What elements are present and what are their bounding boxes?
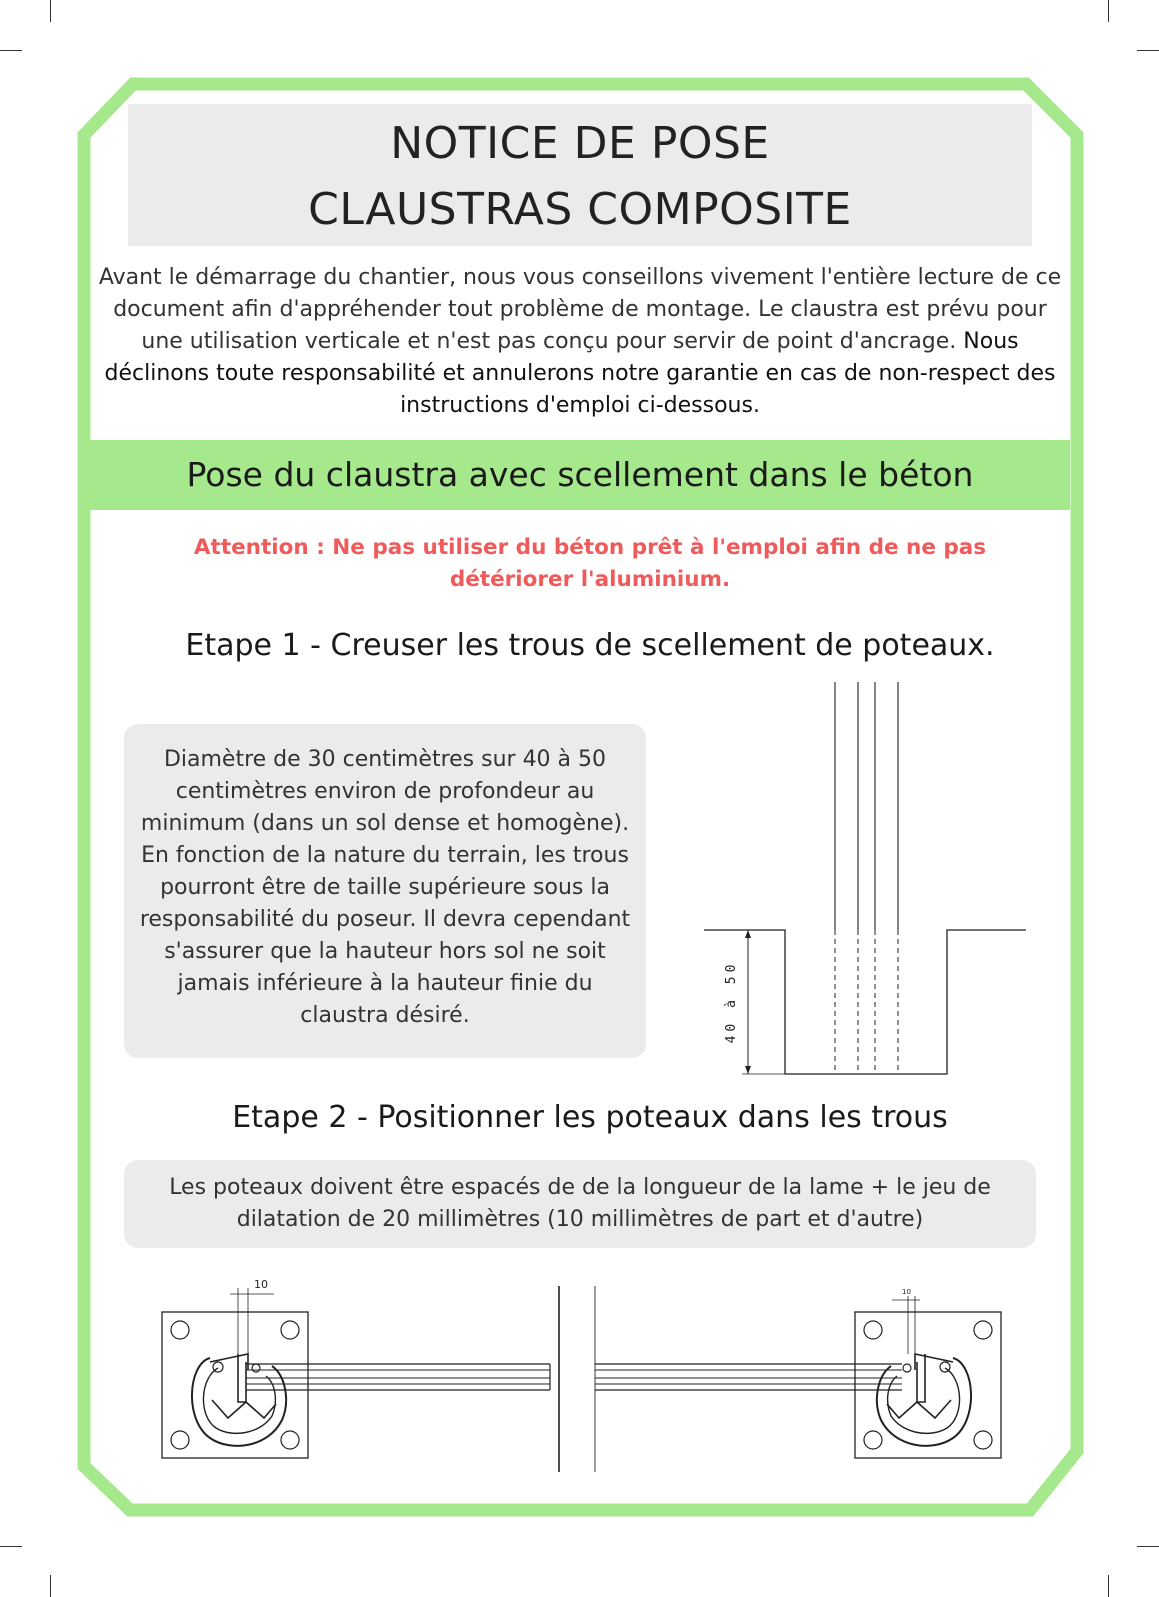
step2-card (124, 1160, 1036, 1248)
post-spacing-diagram (150, 1270, 1020, 1480)
step2-title: Etape 2 - Positionner les poteaux dans les trous (232, 1100, 948, 1135)
step1-title: Etape 1 - Creuser les trous de scellement de poteaux. (185, 628, 995, 663)
intro-disclaimer: Nous déclinons toute responsabilité et annulerons notre garantie en cas de non-respect des instructions d'emploi ci-dessous. (104, 329, 1056, 418)
left-gap-label: 10 (254, 1278, 268, 1291)
step2-description: Les poteaux doivent être espacés de de la longueur de la lame + le jeu de dilatation de 20 millimètres (10 millimètres de part et d'autre) (169, 1175, 991, 1232)
step1-description: Diamètre de 30 centimètres sur 40 à 50 centimètres environ de profondeur au minimum (dans un sol dense et homogène). En fonction de la nature du terrain, les trous pourront être de taille supérieure sous la responsabilité du poseur. Il devra cependant s'assurer que la hauteur hors sol ne soit jamais inférieure à la hauteur finie du claustra désiré. (139, 747, 631, 1028)
depth-dimension-label: 40 à 50 (724, 960, 739, 1044)
right-slat (595, 1364, 902, 1390)
title-line-2: CLAUSTRAS COMPOSITE (308, 184, 852, 235)
left-slat (246, 1364, 550, 1390)
left-post-plate (162, 1278, 308, 1458)
intro-paragraph (94, 262, 1066, 422)
right-post-plate (855, 1288, 1001, 1458)
attention-warning: Attention : Ne pas utiliser du béton prêt à l'emploi afin de ne pas détériorer l'aluminium. (193, 535, 987, 592)
title-box (128, 104, 1032, 246)
intro-text: Avant le démarrage du chantier, nous vous conseillons vivement l'entière lecture de ce document afin d'appréhender tout problème de montage. Le claustra est prévu pour une utilisation verticale et n'est pas conçu pour servir de point d'ancrage. (98, 265, 1062, 354)
post-hole-diagram (690, 670, 1040, 1090)
right-gap-label: 10 (902, 1288, 911, 1296)
section-heading: Pose du claustra avec scellement dans le béton (186, 455, 974, 494)
title-line-1: NOTICE DE POSE (390, 118, 770, 169)
step1-card (124, 724, 646, 1058)
section-band (90, 440, 1070, 510)
